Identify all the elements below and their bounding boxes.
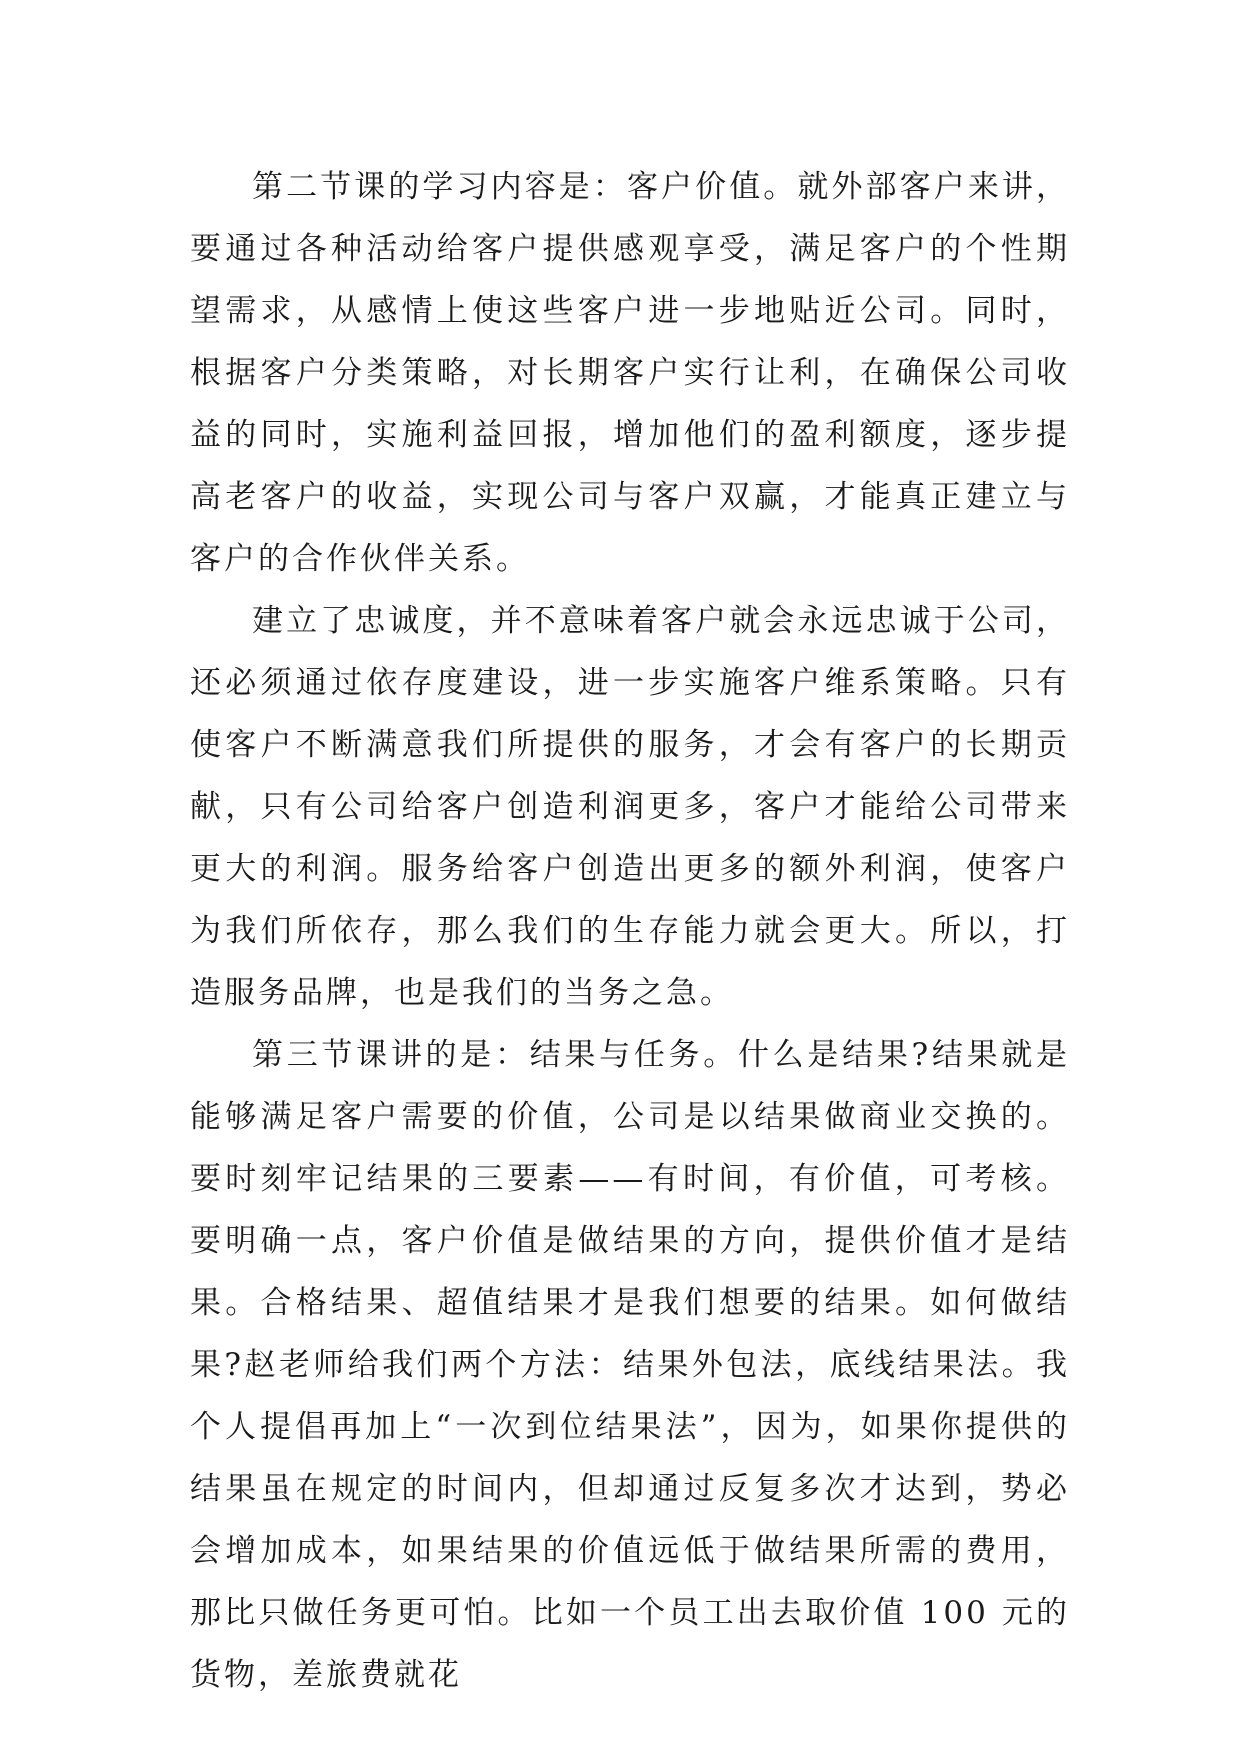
paragraph-customer-value: 第二节课的学习内容是：客户价值。就外部客户来讲，要通过各种活动给客户提供感观享受，满足客户的个性期望需求，从感情上使这些客户进一步地贴近公司。同时，根据客户分类策略，对长期客户实行让利，在确保公司收益的同时，实施利益回报，增加他们的盈利额度，逐步提高老客户的收益，实现公司与客户双赢，才能真正建立与客户的合作伙伴关系。 (190, 169, 1070, 577)
document-body (190, 156, 1070, 1706)
paragraph-results-and-tasks: 第三节课讲的是：结果与任务。什么是结果?结果就是能够满足客户需要的价值，公司是以结果做商业交换的。要时刻牢记结果的三要素——有时间，有价值，可考核。要明确一点，客户价值是做结果的方向，提供价值才是结果。合格结果、超值结果才是我们想要的结果。如何做结果?赵老师给我们两个方法：结果外包法，底线结果法。我个人提倡再加上“一次到位结果法”，因为，如果你提供的结果虽在规定的时间内，但却通过反复多次才达到，势必会增加成本，如果结果的价值远低于做结果所需的费用，那比只做任务更可怕。比如一个员工出去取价值 100 元的货物，差旅费就花 (190, 1037, 1070, 1693)
paragraph-loyalty-dependence: 建立了忠诚度，并不意味着客户就会永远忠诚于公司，还必须通过依存度建设，进一步实施客户维系策略。只有使客户不断满意我们所提供的服务，才会有客户的长期贡献，只有公司给客户创造利润更多，客户才能给公司带来更大的利润。服务给客户创造出更多的额外利润，使客户为我们所依存，那么我们的生存能力就会更大。所以，打造服务品牌，也是我们的当务之急。 (190, 603, 1070, 1011)
